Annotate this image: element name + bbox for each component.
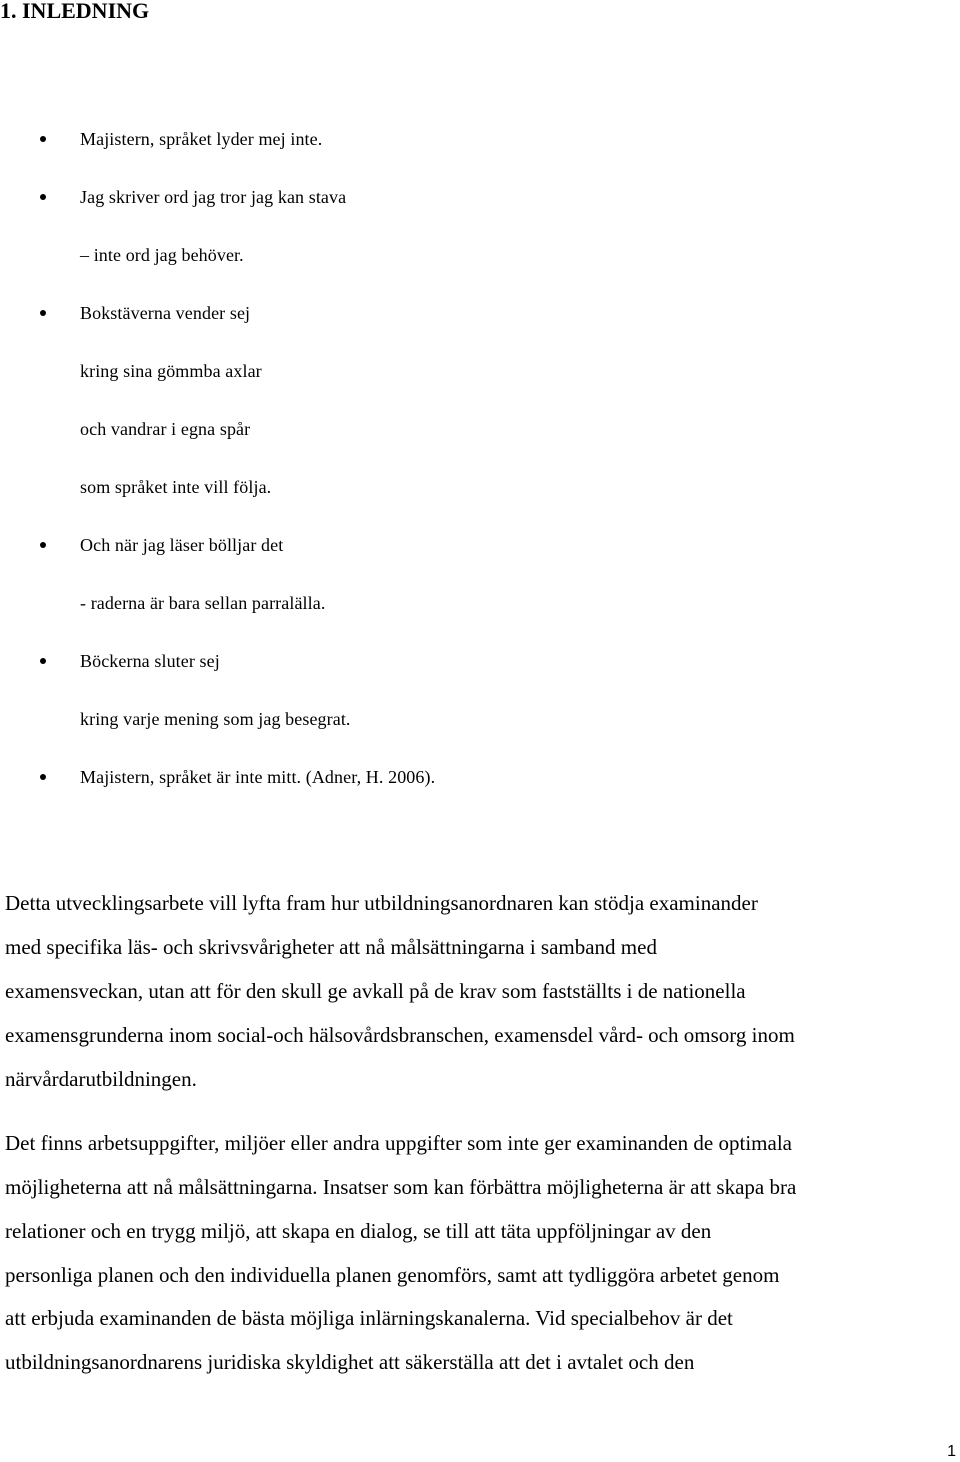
poem-line: Majistern, språket är inte mitt. (Adner, H. 2006). <box>80 767 436 787</box>
paragraph-line: med specifika läs- och skrivsvårigheter att nå målsättningarna i samband med <box>5 935 657 959</box>
bullet-icon <box>40 310 46 316</box>
poem-line: Majistern, språket lyder mej inte. <box>80 129 323 149</box>
poem-line: och vandrar i egna spår <box>80 419 251 439</box>
bullet-icon <box>40 774 46 780</box>
poem-line: kring sina gömmba axlar <box>80 361 262 381</box>
bullet-icon <box>40 542 46 548</box>
bullet-icon <box>40 136 46 142</box>
paragraph-line: examensveckan, utan att för den skull ge avkall på de krav som fastställts i de nationella <box>5 979 746 1003</box>
poem-line: kring varje mening som jag besegrat. <box>80 709 351 729</box>
paragraph-line: att erbjuda examinanden de bästa möjliga inlärningskanalerna. Vid specialbehov är det <box>5 1306 733 1330</box>
paragraph-line: närvårdarutbildningen. <box>5 1067 197 1091</box>
poem-line: Bokstäverna vender sej <box>80 303 251 323</box>
bullet-icon <box>40 194 46 200</box>
poem-line: Jag skriver ord jag tror jag kan stava <box>80 187 347 207</box>
paragraph-line: utbildningsanordnarens juridiska skyldighet att säkerställa att det i avtalet och den <box>5 1350 695 1374</box>
poem-line: som språket inte vill följa. <box>80 477 272 497</box>
paragraph-line: personliga planen och den individuella planen genomförs, samt att tydliggöra arbetet genom <box>5 1263 780 1287</box>
poem-line: - raderna är bara sellan parralälla. <box>80 593 326 613</box>
poem-line: – inte ord jag behöver. <box>80 245 244 265</box>
paragraph-line: Det finns arbetsuppgifter, miljöer eller andra uppgifter som inte ger examinanden de optimala <box>5 1131 792 1155</box>
paragraph-line: examensgrunderna inom social-och hälsovårdsbranschen, examensdel vård- och omsorg inom <box>5 1023 795 1047</box>
poem-line: Och när jag läser bölljar det <box>80 535 284 555</box>
paragraph-line: möjligheterna att nå målsättningarna. Insatser som kan förbättra möjligheterna är att skapa bra <box>5 1175 797 1199</box>
paragraph-line: relationer och en trygg miljö, att skapa en dialog, se till att täta uppföljningar av den <box>5 1219 712 1243</box>
page-number: 1 <box>947 1443 956 1460</box>
paragraph-line: Detta utvecklingsarbete vill lyfta fram hur utbildningsanordnaren kan stödja examinander <box>5 891 758 915</box>
poem-line: Böckerna sluter sej <box>80 651 220 671</box>
bullet-icon <box>40 658 46 664</box>
section-heading: 1. INLEDNING <box>0 0 150 23</box>
